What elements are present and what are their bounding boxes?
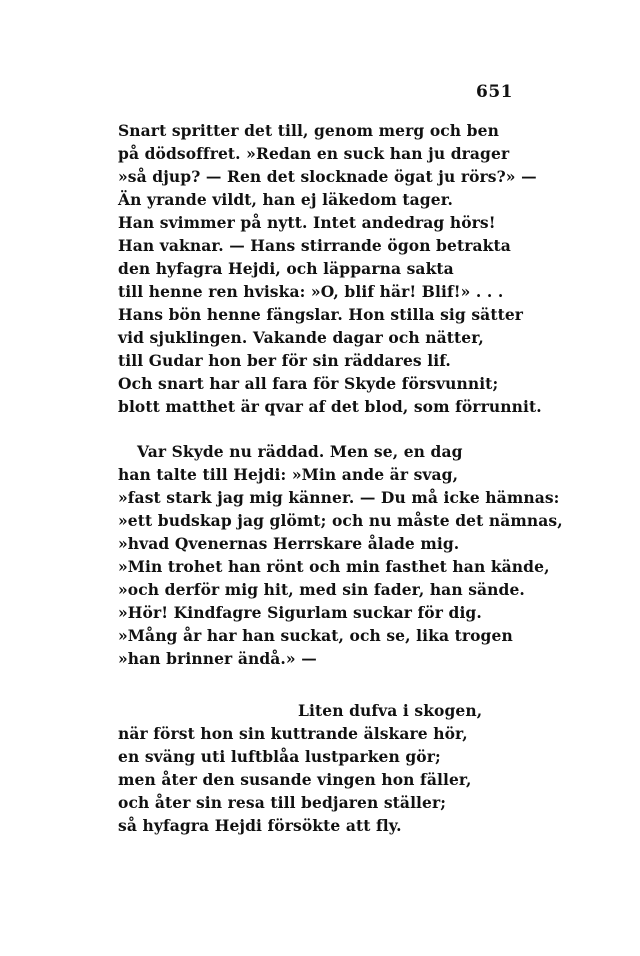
verse-line: och åter sin resa till bedjaren ställer; (118, 793, 447, 812)
verse-line: Hans bön henne fängslar. Hon stilla sig sätter (118, 305, 524, 324)
verse-line: Än yrande vildt, han ej läkedom tager. (118, 190, 454, 209)
verse-line: men åter den susande vingen hon fäller, (118, 770, 472, 789)
verse-line: han talte till Hejdi: »Min ande är svag, (118, 465, 459, 484)
verse-line: till henne ren hviska: »O, blif här! Blif!» . . . (118, 282, 504, 301)
verse-line: så hyfagra Hejdi försökte att fly. (118, 816, 402, 835)
verse-line: till Gudar hon ber för sin räddares lif. (118, 351, 451, 370)
verse-line: »han brinner ändå.» — (118, 649, 317, 668)
verse-line: Liten dufva i skogen, (298, 701, 483, 720)
verse-line: Snart spritter det till, genom merg och ben (118, 121, 499, 140)
verse-line: på dödsoffret. »Redan en suck han ju drager (118, 144, 510, 163)
verse-line: Han svimmer på nytt. Intet andedrag hörs! (118, 213, 496, 232)
verse-line: »Min trohet han rönt och min fasthet han kände, (118, 557, 550, 576)
verse-line: »så djup? — Ren det slocknade ögat ju rörs?» — (118, 167, 537, 186)
verse-line: »Hör! Kindfagre Sigurlam suckar för dig. (118, 603, 482, 622)
verse-line: blott matthet är qvar af det blod, som förrunnit. (118, 397, 542, 416)
verse-line: när först hon sin kuttrande älskare hör, (118, 724, 468, 743)
page-number: 651 (476, 82, 513, 102)
verse-line: Och snart har all fara för Skyde försvunnit; (118, 374, 499, 393)
verse-line: den hyfagra Hejdi, och läpparna sakta (118, 259, 454, 278)
verse-line: en sväng uti luftblåa lustparken gör; (118, 747, 441, 766)
verse-line: »hvad Qvenernas Herrskare ålade mig. (118, 534, 460, 553)
verse-line: Han vaknar. — Hans stirrande ögon betrakta (118, 236, 511, 255)
verse-line: Var Skyde nu räddad. Men se, en dag (137, 442, 463, 461)
verse-line: »fast stark jag mig känner. — Du må icke hämnas: (118, 488, 560, 507)
verse-line: »ett budskap jag glömt; och nu måste det nämnas, (118, 511, 563, 530)
verse-line: vid sjuklingen. Vakande dagar och nätter, (118, 328, 484, 347)
verse-line: »Mång år har han suckat, och se, lika trogen (118, 626, 513, 645)
verse-line: »och derför mig hit, med sin fader, han sände. (118, 580, 525, 599)
